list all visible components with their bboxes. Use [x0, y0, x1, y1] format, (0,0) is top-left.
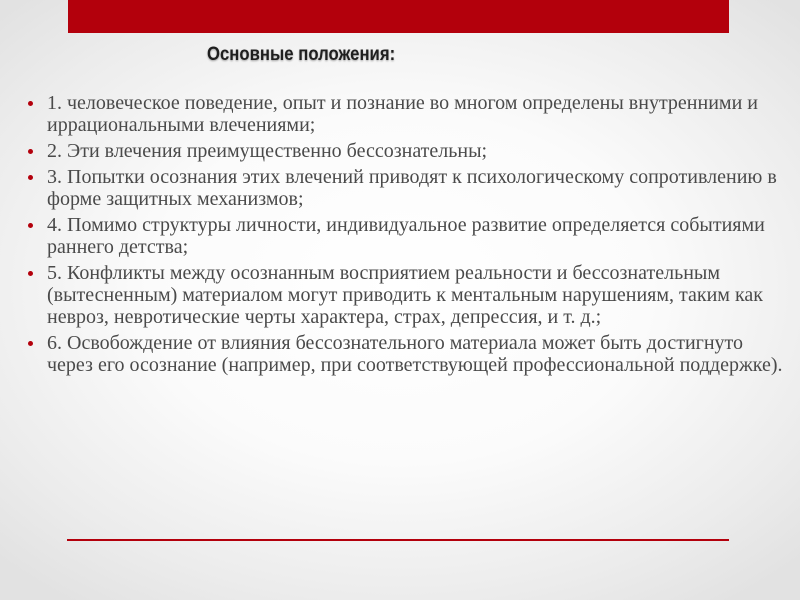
bullet-text: 1. человеческое поведение, опыт и познание во многом определены внутренними и иррациональными влечениями;	[47, 92, 758, 136]
slide-title: Основные положения:	[207, 44, 396, 65]
list-item	[25, 92, 785, 136]
bullet-dot-icon	[28, 341, 33, 346]
bullet-dot-icon	[28, 271, 33, 276]
bullet-dot-icon	[28, 223, 33, 228]
bullet-dot-icon	[28, 175, 33, 180]
bullet-dot-icon	[28, 101, 33, 106]
footer-divider	[67, 539, 729, 541]
bullet-text: 6. Освобождение от влияния бессознательного материала может быть достигнуто через его осознание (например, при соответствующей профессиональной поддержке).	[47, 332, 783, 376]
bullet-list	[25, 92, 785, 380]
list-item	[25, 166, 785, 210]
list-item	[25, 262, 785, 328]
list-item	[25, 332, 785, 376]
bullet-text: 5. Конфликты между осознанным восприятием реальности и бессознательным (вытесненным) материалом могут приводить к ментальным нарушениям, таким как невроз, невротические черты характера, страх, депрессия, и т. д.;	[47, 262, 763, 328]
header-accent-bar	[68, 0, 729, 33]
bullet-text: 4. Помимо структуры личности, индивидуальное развитие определяется событиями раннего детства;	[47, 214, 765, 258]
bullet-dot-icon	[28, 149, 33, 154]
list-item	[25, 140, 785, 162]
bullet-text: 2. Эти влечения преимущественно бессознательны;	[47, 140, 488, 162]
list-item	[25, 214, 785, 258]
bullet-text: 3. Попытки осознания этих влечений приводят к психологическому сопротивлению в форме защитных механизмов;	[47, 166, 777, 210]
